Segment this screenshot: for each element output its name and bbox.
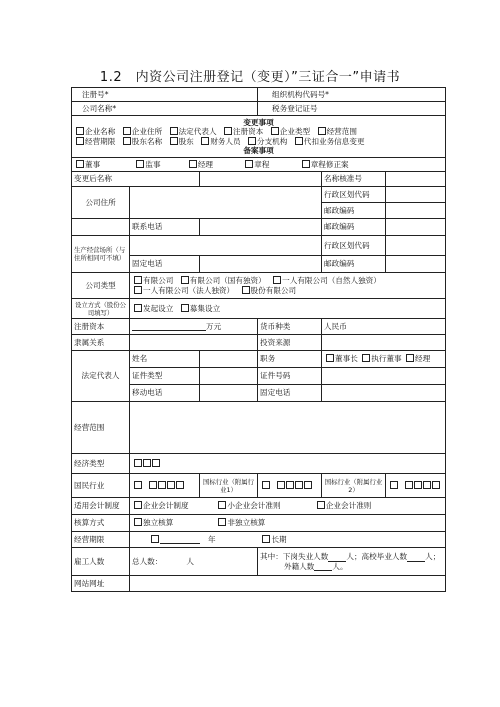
checkbox-icon [170, 137, 178, 145]
region-code-label: 行政区划代码 [322, 187, 386, 203]
position-option-exec-director[interactable]: 执行董事 [360, 354, 401, 363]
prod-address-input[interactable] [130, 236, 322, 256]
employees-label: 雇工人数 [72, 548, 130, 576]
scope-label: 经营范围 [72, 402, 130, 454]
invest-source-label: 投资来源 [258, 335, 322, 351]
postal-code-input[interactable] [386, 203, 446, 219]
checkbox-icon [149, 481, 157, 489]
filing-item-manager[interactable]: 经理 [187, 160, 241, 169]
calc-method-label: 核算方式 [72, 515, 130, 532]
industry-boxes[interactable] [130, 474, 200, 498]
prod-region-code-label: 行政区划代码 [322, 236, 386, 256]
change-items-row1 [74, 127, 443, 136]
company-name-field[interactable] [72, 102, 258, 116]
checkbox-icon [218, 518, 226, 526]
name-label: 姓名 [130, 351, 200, 368]
capital-unit: 万元 [206, 321, 222, 331]
approval-no-input[interactable] [386, 172, 446, 187]
establish-option-promotion[interactable]: 发起设立 [132, 304, 173, 313]
checkbox-icon [76, 160, 84, 168]
org-code-field[interactable] [258, 88, 446, 102]
type-option-joint-stock[interactable]: 股份有限公司 [240, 286, 297, 295]
checkbox-icon [134, 481, 142, 489]
fixed-phone-label: 固定电话 [130, 256, 200, 273]
accounting-option-standard[interactable]: 企业会计准则 [315, 501, 372, 510]
industry-label: 国民行业 [72, 474, 130, 498]
id-no-label: 证件号码 [258, 368, 322, 385]
mobile-input[interactable] [200, 385, 258, 402]
name-input[interactable] [200, 351, 258, 368]
address-contact-spacer [72, 219, 130, 236]
company-name-label: 公司名称* [82, 103, 117, 113]
checkbox-icon [248, 137, 256, 145]
tax-no-label: 税务登记证号 [272, 103, 318, 113]
checkbox-icon [414, 481, 422, 489]
legal-rep-label: 法定代表人 [72, 351, 130, 402]
prod-postal-code-input[interactable] [386, 256, 446, 273]
change-item-term[interactable]: 经营期限 [74, 137, 115, 146]
company-type-label: 公司类型 [72, 273, 130, 299]
intl-industry2-label: 国标行业（附属行业2） [322, 474, 386, 498]
change-items-title: 变更事项 [243, 117, 274, 127]
checkbox-icon [262, 535, 270, 543]
type-option-sole-natural[interactable]: 一人有限公司（自然人独资） [271, 276, 381, 285]
checkbox-icon [317, 501, 325, 509]
checkbox-icon [123, 137, 131, 145]
currency-value[interactable]: 人民币 [322, 319, 446, 335]
invest-source-input[interactable] [322, 335, 446, 351]
company-type-options [130, 273, 446, 299]
checkbox-icon [134, 518, 142, 526]
checkbox-icon [295, 137, 303, 145]
checkbox-icon [134, 286, 142, 294]
page-title: 1.2 内资公司注册登记（变更）”三证合一”申请书 [99, 70, 401, 85]
checkbox-icon [181, 304, 189, 312]
change-items-row2 [74, 137, 443, 146]
checkbox-icon [245, 160, 253, 168]
checkbox-icon [158, 481, 166, 489]
calc-option-non-independent[interactable]: 非独立核算 [216, 518, 265, 527]
id-no-input[interactable] [322, 368, 446, 385]
fixed-phone-input-2[interactable] [322, 385, 446, 402]
checkbox-icon [167, 481, 175, 489]
checkbox-icon [304, 481, 312, 489]
checkbox-icon [423, 481, 431, 489]
change-item-capital[interactable]: 注册资本 [222, 127, 263, 136]
change-item-address[interactable]: 企业住所 [121, 127, 162, 136]
change-item-name[interactable]: 企业名称 [74, 127, 115, 136]
contact-phone-label: 联系电话 [130, 219, 200, 236]
accounting-option-system[interactable]: 企业会计制度 [132, 501, 214, 510]
checkbox-icon [218, 501, 226, 509]
checkbox-icon [189, 160, 197, 168]
prod-address-label: 生产经营场所（与住所相同可不填） [72, 236, 130, 273]
checkbox-icon [224, 127, 232, 135]
total-employees-field[interactable] [130, 548, 258, 576]
checkbox-icon [201, 137, 209, 145]
address-label: 公司住所 [72, 187, 130, 219]
establish-label: 设立方式（股份公司填写） [72, 299, 130, 319]
checkbox-icon [262, 481, 270, 489]
affiliation-label: 隶属关系 [72, 335, 130, 351]
postal-code-label: 邮政编码 [322, 203, 386, 219]
term-blank [160, 543, 200, 544]
mobile-label: 移动电话 [130, 385, 200, 402]
checkbox-icon [242, 286, 250, 294]
checkbox-icon [134, 459, 142, 467]
checkbox-icon [134, 501, 142, 509]
org-code-label: 组织机构代码号* [272, 89, 329, 99]
checkbox-icon [286, 481, 294, 489]
contact-phone-input[interactable] [200, 219, 322, 236]
position-option-chairman[interactable]: 董事长 [324, 354, 358, 363]
econ-type-label: 经济类型 [72, 454, 130, 474]
checkbox-icon [176, 481, 184, 489]
checkbox-icon [326, 354, 334, 362]
filing-item-director[interactable]: 董事 [74, 160, 132, 169]
change-item-branch[interactable]: 分支机构 [246, 137, 287, 146]
reg-capital-label: 注册资本 [72, 319, 130, 335]
term-option-long[interactable]: 长期 [260, 535, 286, 544]
reg-no-label: 注册号* [82, 89, 109, 99]
term-option-years[interactable]: 年 [149, 535, 215, 544]
filing-item-charter[interactable]: 章程 [243, 160, 297, 169]
calc-method-options [130, 515, 446, 532]
filing-items-row [72, 158, 446, 172]
affiliation-input[interactable] [130, 335, 258, 351]
postal-code-label-2: 邮政编码 [322, 219, 386, 236]
checkbox-icon [271, 127, 279, 135]
checkbox-icon [76, 127, 84, 135]
change-item-finance[interactable]: 财务人员 [199, 137, 240, 146]
fixed-phone-input[interactable] [200, 256, 322, 273]
change-item-shareholder[interactable]: 股东 [168, 137, 194, 146]
position-option-manager[interactable]: 经理 [404, 354, 430, 363]
checkbox-icon [143, 459, 151, 467]
total-label: 总人数： [132, 556, 163, 566]
reg-no-field[interactable] [72, 88, 258, 102]
application-form [71, 87, 446, 592]
econ-type-boxes[interactable] [130, 454, 446, 474]
region-code-input[interactable] [386, 187, 446, 203]
position-label: 职务 [258, 351, 322, 368]
checkbox-icon [181, 276, 189, 284]
accounting-option-small[interactable]: 小企业会计准则 [216, 501, 312, 510]
checkbox-icon [134, 276, 142, 284]
change-item-shareholder-name[interactable]: 股东名称 [121, 137, 162, 146]
checkbox-icon [134, 304, 142, 312]
currency-label: 货币种类 [258, 319, 322, 335]
filing-item-charter-amendment[interactable]: 章程修正案 [300, 160, 349, 169]
checkbox-icon [273, 276, 281, 284]
type-option-llc[interactable]: 有限公司 [132, 276, 173, 285]
term-label: 经营期限 [72, 532, 130, 548]
checkbox-icon [295, 481, 303, 489]
change-items-section [72, 116, 446, 158]
prod-postal-code-label: 邮政编码 [322, 256, 386, 273]
checkbox-icon [302, 160, 310, 168]
accounting-label: 适用会计制度 [72, 498, 130, 515]
tax-no-field[interactable] [258, 102, 446, 116]
checkbox-icon [405, 481, 413, 489]
calc-option-independent[interactable]: 独立核算 [132, 518, 214, 527]
total-unit: 人 [186, 556, 194, 566]
fixed-phone-label-2: 固定电话 [258, 385, 322, 402]
intl-industry1-label: 国标行业（附属行业1） [200, 474, 258, 498]
prod-region-code-input[interactable] [386, 236, 446, 256]
checkbox-icon [362, 354, 370, 362]
capital-blank [132, 330, 206, 331]
checkbox-icon [432, 481, 440, 489]
id-type-input[interactable] [200, 368, 258, 385]
change-item-type[interactable]: 企业类型 [269, 127, 310, 136]
checkbox-icon [390, 481, 398, 489]
id-type-label: 证件类型 [130, 368, 200, 385]
type-option-sole-legal[interactable]: 一人有限公司（法人独资） [132, 286, 234, 295]
checkbox-icon [151, 535, 159, 543]
checkbox-icon [170, 127, 178, 135]
intl-industry2-boxes[interactable] [386, 474, 446, 498]
change-item-scope[interactable]: 经营范围 [316, 127, 357, 136]
accounting-options [130, 498, 446, 515]
position-options [322, 351, 446, 368]
after-change-name-input[interactable] [200, 172, 322, 187]
filing-item-supervisor[interactable]: 监事 [134, 160, 184, 169]
reg-capital-input[interactable] [130, 319, 258, 335]
checkbox-icon [152, 459, 160, 467]
change-item-legal-rep[interactable]: 法定代表人 [168, 127, 217, 136]
checkbox-icon [277, 481, 285, 489]
checkbox-icon [406, 354, 414, 362]
checkbox-icon [136, 160, 144, 168]
address-input[interactable] [130, 187, 322, 219]
website-label: 网站网址 [72, 576, 130, 592]
establish-options [130, 299, 446, 319]
checkbox-icon [123, 127, 131, 135]
change-item-withholding[interactable]: 代扣业务信息变更 [293, 137, 365, 146]
checkbox-icon [76, 137, 84, 145]
type-option-state-owned[interactable]: 有限公司（国有独资） [179, 276, 266, 285]
checkbox-icon [318, 127, 326, 135]
postal-code-input-2[interactable] [386, 219, 446, 236]
website-input[interactable] [130, 576, 446, 592]
after-change-name-label: 变更后名称 [72, 172, 200, 187]
approval-no-label: 名称核准号 [322, 172, 386, 187]
term-options [130, 532, 446, 548]
employee-breakdown[interactable]: 其中：下岗失业人数 人；高校毕业人数 人； 外籍人数 人。 [258, 548, 446, 576]
establish-option-offering[interactable]: 募集设立 [179, 304, 220, 313]
filing-items-title: 备案事项 [243, 145, 274, 155]
intl-industry1-boxes[interactable] [258, 474, 322, 498]
scope-input[interactable] [130, 402, 446, 454]
